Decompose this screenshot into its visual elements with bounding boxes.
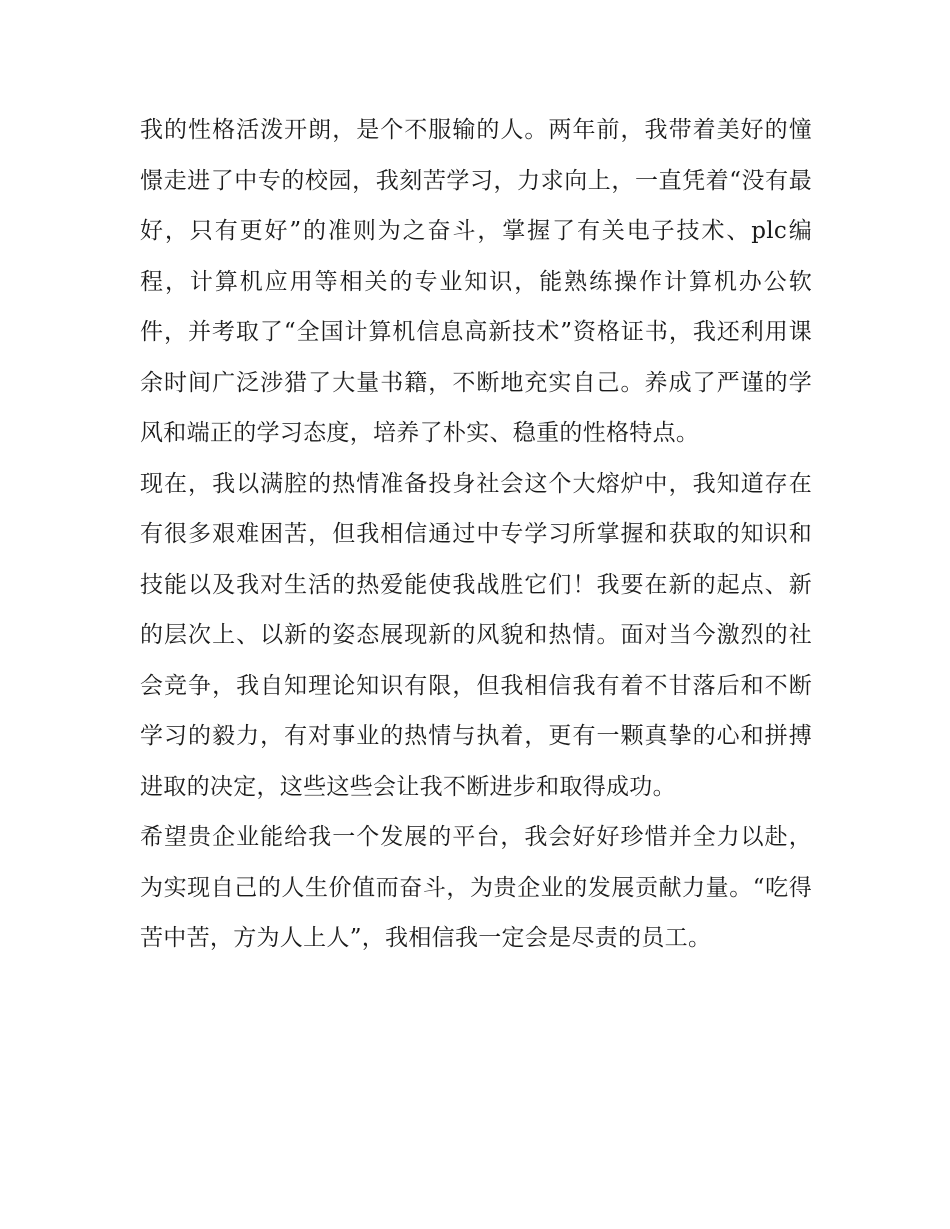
paragraph-aspiration: 现在，我以满腔的热情准备投身社会这个大熔炉中，我知道存在有很多艰难困苦，但我相信通过中专学习所掌握和获取的知识和技能以及我对生活的热爱能使我战胜它们！我要在新的起点、新的层次上、以新的姿态展现新的风貌和热情。面对当今激烈的社会竞争，我自知理论知识有限，但我相信我有着不甘落后和不断学习的毅力，有对事业的热情与执着，更有一颗真挚的心和拼搏进取的决定，这些这些会让我不断进步和取得成功。	[140, 470, 812, 800]
paragraph-closing: 希望贵企业能给我一个发展的平台，我会好好珍惜并全力以赴，为实现自己的人生价值而奋斗，为贵企业的发展贡献力量。“吃得苦中苦，方为人上人”，我相信我一定会是尽责的员工。	[140, 824, 812, 951]
paragraph-intro: 我的性格活泼开朗，是个不服输的人。两年前，我带着美好的憧憬走进了中专的校园，我刻苦学习，力求向上，一直凭着“没有最好，只有更好”的准则为之奋斗，掌握了有关电子技术、plc编程，计算机应用等相关的专业知识，能熟练操作计算机办公软件，并考取了“全国计算机信息高新技术”资格证书，我还利用课余时间广泛涉猎了大量书籍，不断地充实自己。养成了严谨的学风和端正的学习态度，培养了朴实、稳重的性格特点。	[140, 117, 812, 446]
document-body	[140, 105, 812, 964]
